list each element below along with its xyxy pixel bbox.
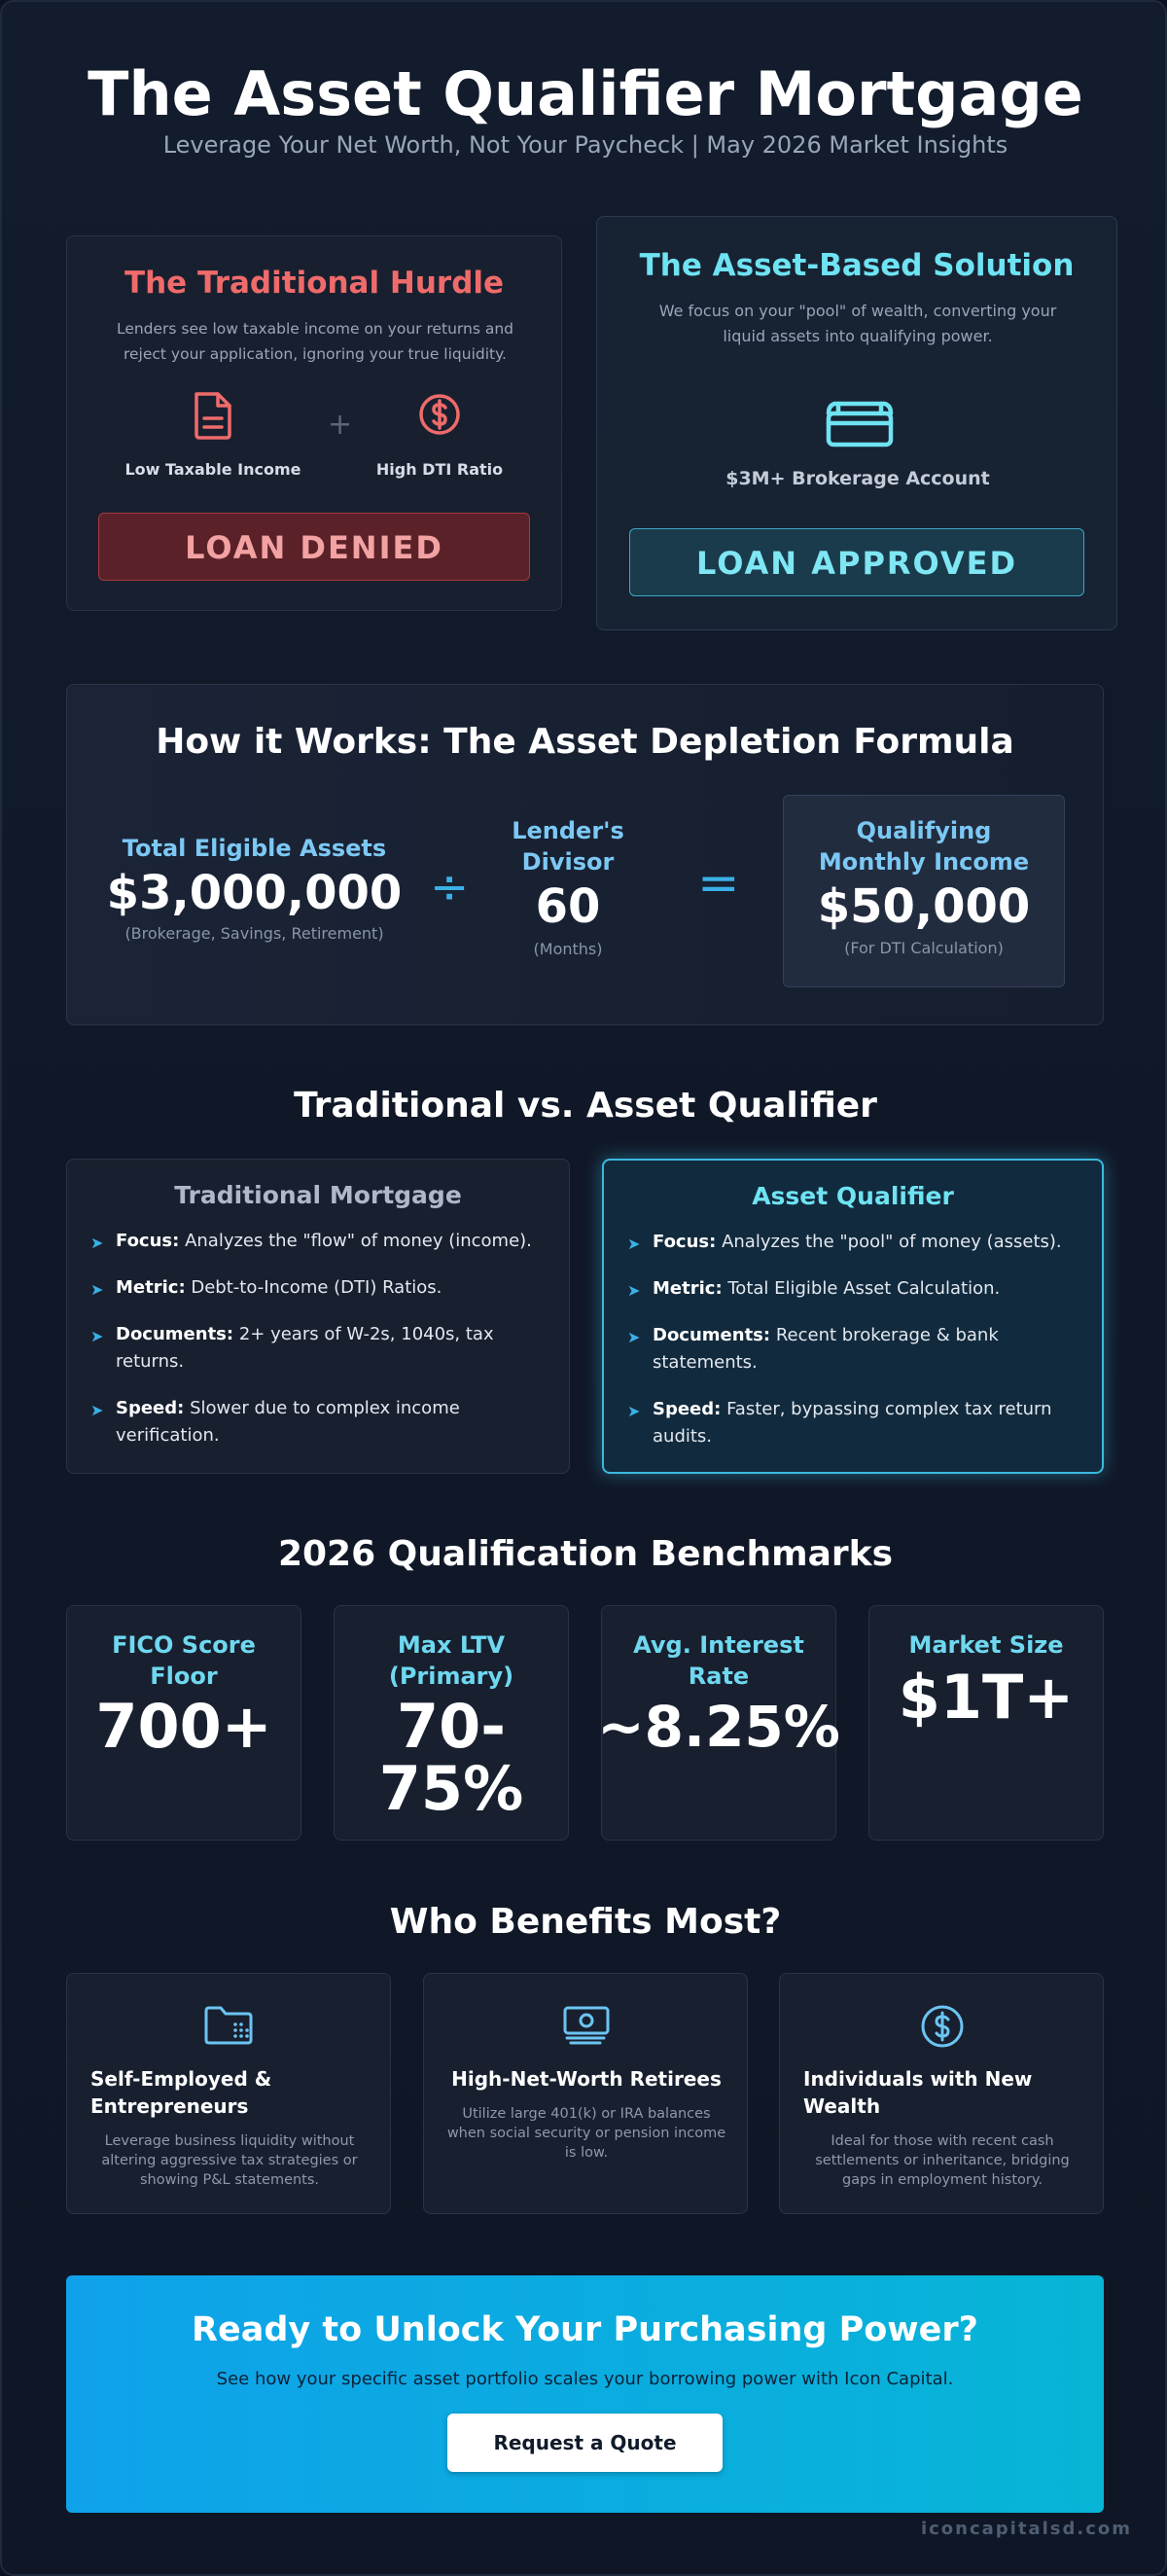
traditional-card <box>66 1159 570 1474</box>
plus-sign: + <box>328 408 353 442</box>
solution-title: The Asset-Based Solution <box>639 248 1075 283</box>
benchmark-value: 700+ <box>95 1691 272 1762</box>
list-item: ➤ Speed: Slower due to complex income verification. <box>90 1398 460 1446</box>
divisor-note: (Months) <box>533 940 603 958</box>
footer-domain[interactable]: iconcapitalsd.com <box>920 2519 1132 2539</box>
benchmark-card-market <box>868 1605 1104 1841</box>
formula-card <box>66 684 1104 1025</box>
list-item: ➤ Metric: Debt-to-Income (DTI) Ratios. <box>90 1277 442 1299</box>
benchmark-value: 70- 75% <box>378 1691 524 1824</box>
benchmark-card-rate <box>597 1605 840 1841</box>
divisor-label: Lender's Divisor <box>512 817 624 876</box>
benchmark-card-ltv <box>334 1605 569 1841</box>
benefit-card-new-wealth <box>779 1973 1104 2214</box>
benefit-card-retirees <box>423 1973 748 2214</box>
equals-symbol: = <box>697 854 740 912</box>
benefit-title: Self-Employed & Entrepreneurs <box>90 2067 272 2118</box>
request-quote-button[interactable]: Request a Quote <box>447 2414 723 2472</box>
solution-item-label: $3M+ Brokerage Account <box>725 468 990 489</box>
hurdle-item-label: High DTI Ratio <box>375 460 504 479</box>
list-item: ➤ Speed: Faster, bypassing complex tax return audits. <box>627 1399 1052 1447</box>
list-item: ➤ Focus: Analyzes the "pool" of money (assets). <box>627 1232 1062 1253</box>
benefit-description: Ideal for those with recent cash settlements or inheritance, bridging gaps in employment history. <box>815 2133 1070 2188</box>
cta-title: Ready to Unlock Your Purchasing Power? <box>192 2310 978 2349</box>
hurdle-title: The Traditional Hurdle <box>124 266 505 301</box>
list-item: ➤ Focus: Analyzes the "flow" of money (income). <box>90 1231 532 1252</box>
result-value: $50,000 <box>817 879 1031 934</box>
benchmark-label: Market Size <box>908 1631 1064 1659</box>
list-item: ➤ Documents: 2+ years of W-2s, 1040s, tax returns. <box>90 1324 494 1372</box>
brokerage-box-icon <box>825 398 895 448</box>
cta-text: See how your specific asset portfolio scales your borrowing power with Icon Capital. <box>216 2369 954 2389</box>
compare-title: Traditional vs. Asset Qualifier <box>294 1086 877 1126</box>
loan-approved-badge: LOAN APPROVED <box>629 528 1084 596</box>
solution-description: We focus on your "pool" of wealth, converting your liquid assets into qualifying power. <box>658 302 1057 345</box>
hurdle-card <box>66 235 562 611</box>
assets-note: (Brokerage, Savings, Retirement) <box>124 924 384 943</box>
formula-title: How it Works: The Asset Depletion Formula <box>156 722 1014 762</box>
benefit-title: High-Net-Worth Retirees <box>451 2067 722 2091</box>
page-title: The Asset Qualifier Mortgage <box>88 58 1083 129</box>
dollar-circle-icon <box>919 2003 966 2050</box>
benefit-description: Utilize large 401(k) or IRA balances when social security or pension income is low. <box>446 2106 726 2161</box>
list-item: ➤ Metric: Total Eligible Asset Calculation. <box>627 1278 1001 1300</box>
cash-icon <box>561 2005 612 2046</box>
divisor-value: 60 <box>535 879 601 934</box>
result-label: Qualifying Monthly Income <box>818 817 1030 876</box>
loan-denied-badge: LOAN DENIED <box>98 513 530 581</box>
list-item: ➤ Documents: Recent brokerage & bank statements. <box>627 1325 999 1373</box>
cta-banner <box>66 2275 1104 2513</box>
hurdle-item-label: Low Taxable Income <box>124 460 301 479</box>
benchmarks-title: 2026 Qualification Benchmarks <box>277 1534 894 1574</box>
benefit-description: Leverage business liquidity without altering aggressive tax strategies or showing P&L statements. <box>101 2133 358 2188</box>
assets-label: Total Eligible Assets <box>122 835 387 862</box>
hurdle-description: Lenders see low taxable income on your returns and reject your application, ignoring your true liquidity. <box>116 320 514 363</box>
traditional-title: Traditional Mortgage <box>174 1181 462 1209</box>
benchmark-card-fico <box>66 1605 301 1841</box>
divide-symbol: ÷ <box>430 860 470 914</box>
benchmark-value: $1T+ <box>898 1662 1075 1733</box>
benefit-title: Individuals with New Wealth <box>803 2067 1033 2118</box>
benchmark-label: FICO Score Floor <box>112 1631 256 1690</box>
document-icon <box>191 390 235 441</box>
assets-value: $3,000,000 <box>106 866 403 920</box>
page-subtitle: Leverage Your Net Worth, Not Your Paycheck | May 2026 Market Insights <box>162 131 1008 159</box>
benefit-card-self-employed <box>66 1973 391 2214</box>
benchmark-value: ~8.25% <box>597 1694 840 1760</box>
benchmark-label: Avg. Interest Rate <box>633 1631 804 1690</box>
benefits-title: Who Benefits Most? <box>389 1902 782 1942</box>
asset-qualifier-card <box>602 1159 1104 1474</box>
result-note: (For DTI Calculation) <box>844 939 1004 957</box>
solution-card <box>596 216 1117 630</box>
folder-icon <box>203 2005 254 2046</box>
dollar-circle-icon <box>417 392 462 437</box>
asset-title: Asset Qualifier <box>752 1182 954 1210</box>
benchmark-label: Max LTV (Primary) <box>388 1631 514 1690</box>
result-box <box>783 795 1065 987</box>
